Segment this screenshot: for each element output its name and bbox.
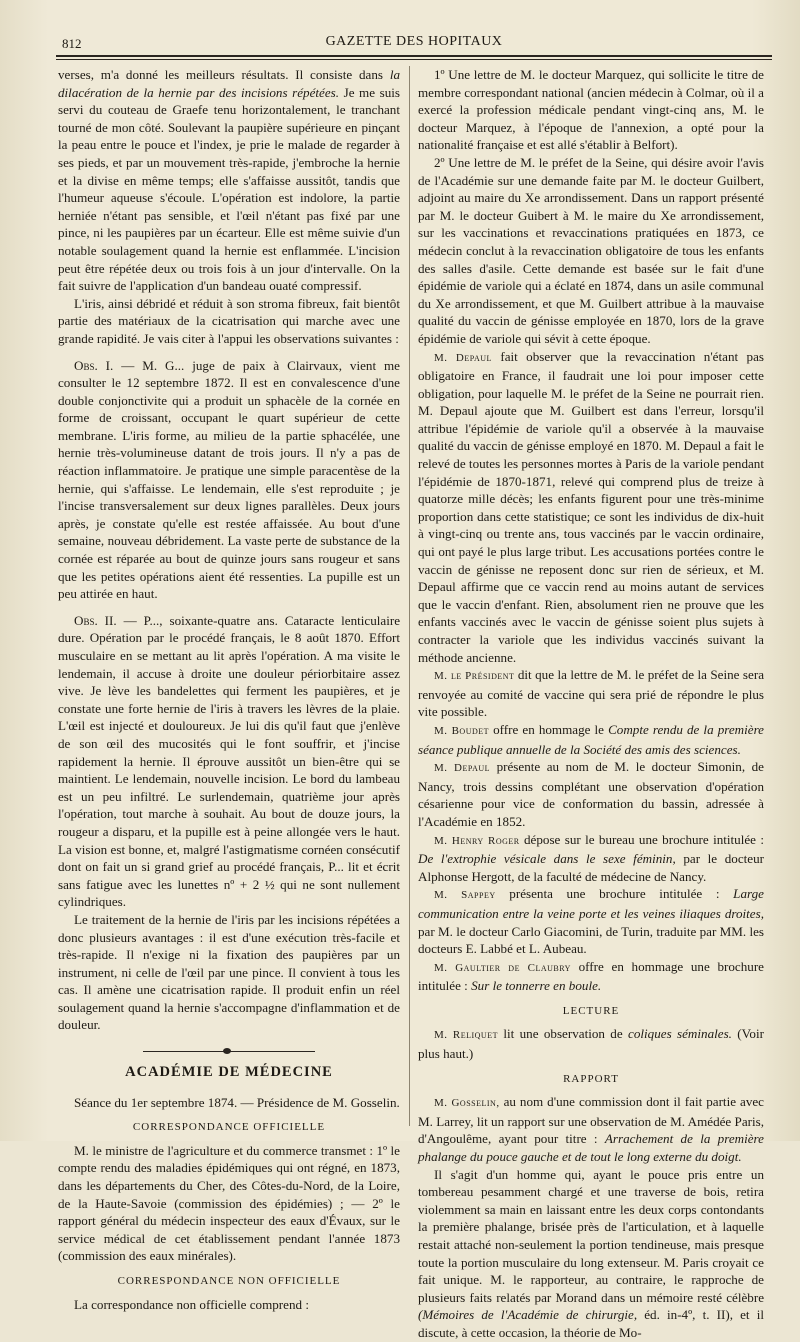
journal-title: GAZETTE DES HOPITAUX	[325, 34, 503, 49]
paragraph: Le traitement de la hernie de l'iris par les incisions répétées a donc plusieurs avantages : il est d'une exécution très-facile et très-rapide. Il n'exige ni la fixation des paupières par un instrument, ni celle de l'œil par une pince. Il convient à tous les cas. Il amène une cicatrisation rapide. Il produit enfin un réel soulagement quand la hernie s'accompagne d'inflammation et de douleur.	[58, 911, 400, 1033]
unofficial-correspondence-heading: CORRESPONDANCE NON OFFICIELLE	[117, 1275, 341, 1287]
paragraph: La correspondance non officielle comprend :	[74, 1296, 309, 1312]
observation-2: Obs. II. — P..., soixante-quatre ans. Cataracte lenticulaire dure. Opération par le procédé français, le 8 août 1870. Effort musculaire en se mettant au lit après l'opération. A ma visite le lendemain, il accuse à droite une douleur périorbitaire assez vive. Je lève les bandelettes qui ferment les paupières, et je constate une forte hernie de l'iris à travers les lèvres de la plaie. L'œil est injecté et douloureux. Je lui dis qu'il faut que j'enlève de son œil des mucosités qui le font souffrir, et j'incise rapidement la hernie. Il éprouve aussitôt un bien-être qui se maintient. Le lendemain, nouvelle incision. Le bord du lambeau est un peu infiltré. Le surlendemain, quatrième jour après l'opération, tout marche à souhait. Au bout de douze jours, la rougeur a disparu, et la pupille est à peine allongée vers le haut. La vision est bonne, et, malgré l'astigmatisme cornéen consécutif dont on fait un si grand grief au procédé français, P... lit et écrit sans fatigue avec les lunettes nº + 2 ½ qui ne sont nullement cylindriques.	[58, 612, 401, 910]
column-divider	[409, 66, 410, 1126]
paragraph: M. Depaul présente au nom de M. le docteur Simonin, de Nancy, trois dessins complétant une observation d'opération césarienne pour vice de conformation du bassin, adressée à l'Académie en 1852.	[418, 759, 764, 829]
seance-line: Séance du 1er septembre 1874. — Présidence de M. Gosselin.	[74, 1094, 400, 1110]
paragraph: L'iris, ainsi débridé et réduit à son stroma fibreux, fait bientôt partie des matériaux de la cicatrisation qui marche avec une grande rapidité. Je vais citer à l'appui les observations suivantes :	[58, 295, 400, 346]
paragraph: M. Gosselin, au nom d'une commission dont il fait partie avec M. Larrey, lit un rapport sur une observation de M. Amédée Paris, d'Angoulême, ayant pour titre : Arrachement de la première phalange du pouce gauche et de tout le long externe du doigt.	[418, 1094, 764, 1165]
rapport-heading: RAPPORT	[563, 1072, 619, 1085]
paragraph: 2º Une lettre de M. le préfet de la Seine, qui désire avoir l'avis de l'Académie sur une demande faite par M. le docteur Guilbert, adjoint au maire du Xe arrondissement. Dans un rapport présenté par M. le docteur Guibert à M. le maire du Xe arrondissement, sur les vaccinations et revaccinations pratiquées en 1873, ce médecin conclut à la revaccination obligatoire de tous les enfants des salles d'asile. Cette demande est basée sur le fait d'une épidémie de variole qui a éclaté en 1874, dans un asile communal du Xe arrondissement, et que M. Guilbert attribue à la mauvaise qualité du vaccin de génisse employée en 1870, lors de la grave épidémie de variole qui sévit à cette époque.	[418, 154, 764, 346]
academy-heading: ACADÉMIE DE MÉDECINE	[125, 1064, 333, 1081]
official-correspondence-heading: CORRESPONDANCE OFFICIELLE	[132, 1121, 326, 1134]
paragraph: M. Depaul fait observer que la revaccination n'étant pas obligatoire en France, il faudrait une loi pour imposer cette obligation, pour laquelle M. le préfet de la Seine ne pourrait rien. M. Depaul ajoute que M. Guilbert est dans l'erreur, lorsqu'il attribue l'épidémie de variole qu'il a observée à la mauvaise qualité du vaccin de génisse employé en 1870. M. Depaul a fait le relevé de toutes les personnes mortes à Paris de la variole pendant l'épidémie de 1870-1871, relevé qui comprend plus de treize à quatorze mille décès; les enfants figurent pour une très-minime proportion dans cette statistique; ce sont les individus de dix-huit à vingt-cinq ou trente ans, tous vaccinés par le vaccin ordinaire, qui ont payé le plus large tribut. Les accusations portées contre le vaccin de génisse ne reposent donc sur rien de sérieux, et M. Depaul affirme que ce vaccin rend au moins autant de services que le vaccin d'enfant. Rien, absolument rien ne prouve que les enfants vaccinés avec le vaccin de génisse soient plus sujets à contracter la variole que les individus vaccinés suivant la méthode ancienne.	[418, 348, 764, 665]
paragraph: M. Henry Roger dépose sur le bureau une brochure intitulée : De l'extrophie vésicale dans le sexe féminin, par le docteur Alphonse Hergott, de la faculté de médecine de Nancy.	[418, 831, 764, 884]
paragraph: Il s'agit d'un homme qui, ayant le pouce pris entre un tombereau pesamment chargé et une traverse de bois, retira violemment sa main en laissant entre les deux corps contondants la première phalange, brisée près de l'articulation, et à laquelle restait attaché non-seulement la portion tendineuse, mais presque toute la portion musculaire du long extenseur. M. Paris croyait ce fait unique. M. le rapporteur, au contraire, le rapproche de plusieurs faits relatés par Morand dans un mémoire resté célèbre (Mémoires de l'Académie de chirurgie, éd. in-4º, t. II), et il discute, à cette occasion, la théorie de Mo-	[418, 1166, 764, 1340]
paragraph: M. Boudet offre en hommage le Compte rendu de la première séance publique annuelle de la Société des amis des sciences.	[418, 721, 764, 757]
lecture-heading: LECTURE	[562, 1004, 620, 1017]
right-column	[418, 66, 764, 1342]
paragraph: M. Gaultier de Claubry offre en hommage une brochure intitulée : Sur le tonnerre en boule.	[418, 958, 764, 994]
page-header	[56, 32, 772, 54]
paragraph: 1º Une lettre de M. le docteur Marquez, qui sollicite le titre de membre correspondant national (ancien médecin à Colmar, où il a exercé la profession médicale pendant vingt-cinq ans, M. le docteur Marquez, à l'époque de l'annexion, a opté pour la nationalité française et est allé s'établir à Belfort).	[418, 67, 764, 153]
left-column	[58, 66, 400, 1313]
observation-1: Obs. I. — M. G... juge de paix à Clairvaux, vient me consulter le 12 septembre 1872. Il est en convalescence d'une double conjonctivite qui a produit un sphacèle de la cornée en forme de croissant, occupant le quart supérieur de cette membrane. L'iris forme, au milieu de la partie sphacélée, une hernie très-volumineuse datant de trois jours. Il n'y a pas de réaction inflammatoire. Je pratique une simple paracentèse de la hernie, qui s'affaisse. Le lendemain, elle s'est reproduite ; je l'incise transversalement sur deux lignes parallèles. Deux jours après, je constate qu'elle est restée affaissée. Au bout d'une semaine, nouveau débridement. La vaste perte de substance de la cornée est réparée au bout de quinze jours sans rougeur et sans que les petites opérations aient été ressenties. La pupille est un peu attirée en haut.	[58, 357, 400, 602]
paragraph: M. le Président dit que la lettre de M. le préfet de la Seine sera renvoyée au comité de vaccine qui sera prié de répondre le plus vite possible.	[418, 667, 765, 720]
paragraph: M. le ministre de l'agriculture et du commerce transmet : 1º le compte rendu des maladies épidémiques qui ont régné, en 1873, dans les départements du Cher, des Côtes-du-Nord, de la Loire, de la Haute-Savoie (commission des épidémies) ; — 2º le rapport général du médecin inspecteur des eaux d'Évaux, sur le service médical de cet établissement pendant l'année 1873 (commission des eaux minérales).	[58, 1142, 400, 1264]
header-rule	[56, 55, 772, 57]
page-number: 812	[62, 36, 82, 51]
paragraph: verses, m'a donné les meilleurs résultats. Il consiste dans la dilacération de la hernie par des incisions répétées. Je me suis servi du couteau de Graefe tenu horizontalement, le tranchant tourné de mon côté. Soulevant la paupière supérieure en pinçant la peau entre le pouce et l'index, je prie le malade de regarder à ses pieds, et par un mouvement très-rapide, j'embroche la hernie et la divise en même temps; elle s'affaisse aussitôt, tandis que l'humeur aqueuse s'écoule. L'opération est indolore, la partie herniée n'étant pas sensible, et l'œil n'étant pas fixé par une pince, ni les paupières par un écarteur. Elle est même suivie d'un notable soulagement quand la hernie est enflammée. L'incision peut être répétée deux ou trois fois à un jour d'intervalle. On la fait suivre de l'application d'un bandeau ouaté compressif.	[58, 67, 400, 294]
header-rule-thin	[56, 59, 772, 60]
section-ornament	[58, 1048, 400, 1054]
paragraph: M. Sappey présenta une brochure intitulée : Large communication entre la veine porte et les veines iliaques droites, par M. le docteur Carlo Giacomini, de Turin, traduite par MM. les docteurs E. Labbé et L. Aubeau.	[418, 886, 764, 957]
paragraph: M. Reliquet lit une observation de coliques séminales. (Voir plus haut.)	[418, 1026, 764, 1062]
